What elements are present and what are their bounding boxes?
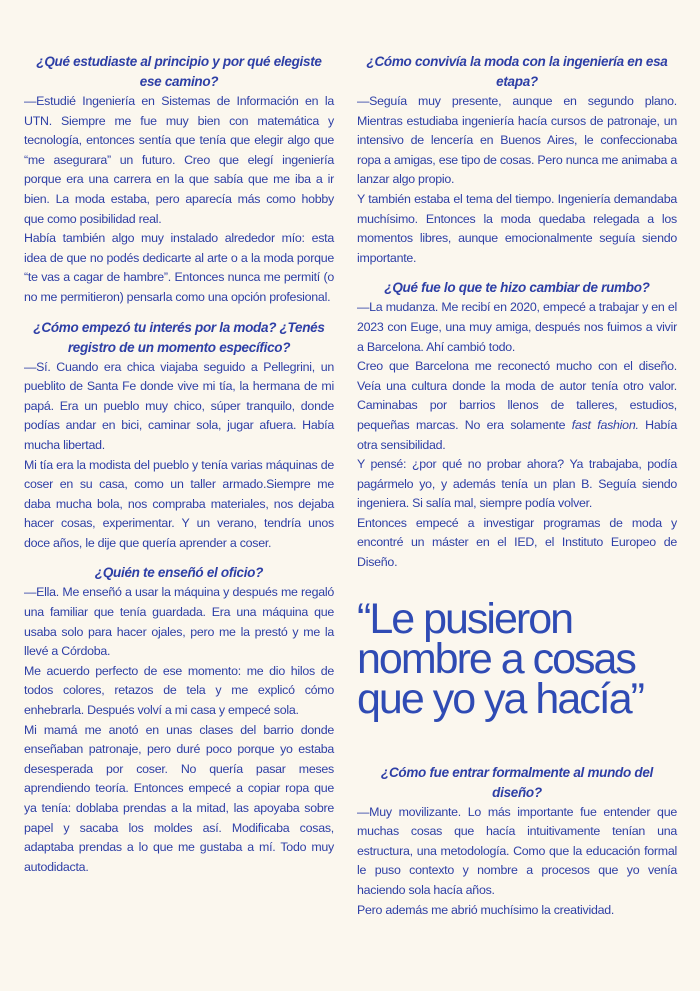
question-change-course: ¿Qué fue lo que te hizo cambiar de rumbo?: [384, 280, 650, 296]
answer-paragraph: Y también estaba el tema del tiempo. Ingeniería demandaba muchísimo. Entonces la moda quedaba relegada a los momentos libres, aunque emocionalmente seguía siendo importante.: [357, 191, 677, 265]
question-who-taught: ¿Quién te enseñó el oficio?: [94, 565, 264, 581]
answer-paragraph: —Seguía muy presente, aunque en segundo plano. Mientras estudiaba ingeniería hacía cursos de patronaje, un intensivo de lencería en Buenos Aires, le confeccionaba ropa a amigas, ese tipo de cosas. Pero nunca me animaba a lanzar algo propio.: [357, 94, 677, 187]
text-span: Creo que Barcelona me reconectó mucho con el diseño. Veía una cultura donde la moda de autor tenía otro valor. Caminabas por barrios llenos de talleres, estudios, pequeñas marcas. No era solamente: [357, 359, 677, 432]
answer-paragraph: —Ella. Me enseñó a usar la máquina y después me regaló una familiar que tenía guardada. Era una máquina que usaba solo para hacer ojales, pero me la prestó y me la llevé a Córdoba.: [24, 585, 334, 659]
answer-paragraph: Me acuerdo perfecto de ese momento: me dio hilos de todos colores, retazos de tela y me explicó cómo enhebrarla. Después volví a mi casa y empecé sola.: [24, 663, 334, 718]
answer-paragraph: Y pensé: ¿por qué no probar ahora? Ya trabajaba, podía pagármelo yo, y además tenía un plan B. Seguía siendo ingeniera. Si salía mal, siempre podía volver.: [357, 457, 677, 511]
question-studies: ¿Qué estudiaste al principio y por qué elegiste ese camino?: [36, 54, 322, 89]
question-fashion-interest: ¿Cómo empezó tu interés por la moda? ¿Tenés registro de un momento específico?: [33, 319, 325, 355]
right-column: [357, 52, 677, 920]
question-coexistence: ¿Cómo convivía la moda con la ingeniería en esa etapa?: [366, 54, 668, 89]
answer-paragraph: Pero además me abrió muchísimo la creatividad.: [357, 902, 615, 917]
answer-paragraph: —Estudié Ingeniería en Sistemas de Información en la UTN. Siempre me fue muy bien con matemática y tecnología, entonces sentía que tenía que elegir algo que “me asegurara” un futuro. Creo que elegí ingeniería porque era una carrera en la que sabía que me iba a ir bien. La moda estaba, pero aparecía más como hobby que como posibilidad real.: [24, 94, 334, 226]
question-design-world: ¿Cómo fue entrar formalmente al mundo del diseño?: [381, 764, 653, 800]
left-column: [24, 52, 334, 877]
answer-paragraph: —Sí. Cuando era chica viajaba seguido a Pellegrini, un pueblito de Santa Fe donde vive mi tía, la hermana de mi papá. Era un pueblo muy chico, súper tranquilo, donde podías andar en bici, caminar sola, jugar afuera. Había mucha libertad.: [24, 359, 334, 452]
answer-paragraph: Mi tía era la modista del pueblo y tenía varias máquinas de coser en su casa, como un taller armado.Siempre me daba mucha bola, nos compraba materiales, nos dejaba hacer cosas, experimentar. Y un verano, tendría unos doce años, le dije que quería aprender a coser.: [24, 457, 334, 550]
answer-paragraph: —Muy movilizante. Lo más importante fue entender que muchas cosas que hacía intuitivamente tenían una estructura, una metodología. Como que la educación formal le puso contexto y nombre a procesos que yo venía haciendo sola hacía años.: [357, 804, 677, 898]
text-span: Había otra sensibilidad.: [357, 417, 677, 452]
emphasis-text: fast fashion.: [571, 417, 639, 432]
answer-paragraph: [357, 357, 677, 455]
answer-paragraph: Había también algo muy instalado alrededor mío: esta idea de que no podés dedicarte al arte o a la moda porque “te vas a cagar de hambre”. Entonces nunca me permití (o no me permitieron) pensarla como una opción profesional.: [24, 231, 334, 304]
answer-paragraph: Mi mamá me anotó en unas clases del barrio donde enseñaban patronaje, pero duré poco porque yo estaba desesperada por coser. No quería pasar meses aprendiendo teoría. Entonces empecé a copiar ropa que ya tenía: doblaba prendas a la mitad, las apoyaba sobre papel y sacaba los moldes así. Modificaba cosas, adaptaba prendas a lo que me gustaba a mí. Todo muy autodidacta.: [24, 722, 334, 874]
pull-quote: “Le pusieron nombre a cosas que yo ya hacía”: [357, 594, 643, 723]
answer-paragraph: —La mudanza. Me recibí en 2020, empecé a trabajar y en el 2023 con Euge, una muy amiga, después nos fuimos a vivir a Barcelona. Ahí cambió todo.: [357, 300, 677, 354]
answer-paragraph: Entonces empecé a investigar programas de moda y encontré un máster en el IED, el Instituto Europeo de Diseño.: [357, 515, 677, 570]
